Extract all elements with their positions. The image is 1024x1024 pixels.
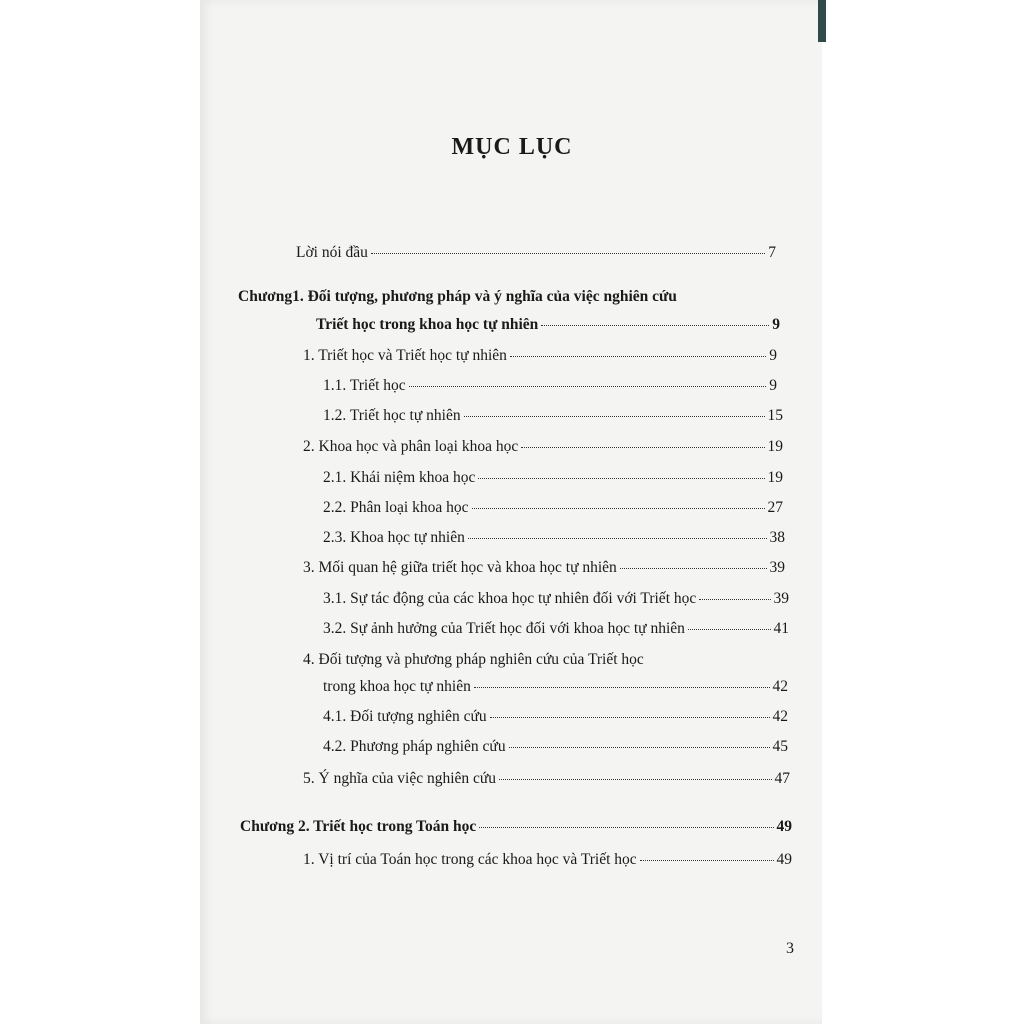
toc-page: 42 bbox=[772, 708, 788, 725]
leader-dots bbox=[499, 779, 771, 780]
leader-dots bbox=[688, 629, 771, 630]
leader-dots bbox=[472, 508, 765, 509]
toc-entry-4-2 bbox=[323, 737, 788, 757]
toc-page: 9 bbox=[772, 316, 780, 333]
leader-dots bbox=[464, 416, 765, 417]
toc-label: trong khoa học tự nhiên bbox=[323, 678, 471, 695]
toc-label: 4.2. Phương pháp nghiên cứu bbox=[323, 738, 506, 755]
toc-entry-chapter-2 bbox=[240, 817, 792, 837]
toc-page: 38 bbox=[769, 529, 785, 546]
leader-dots bbox=[490, 717, 770, 718]
toc-entry-3-2 bbox=[323, 619, 789, 639]
leader-dots bbox=[699, 599, 770, 600]
toc-label: 2.2. Phân loại khoa học bbox=[323, 499, 469, 516]
toc-label: 2.3. Khoa học tự nhiên bbox=[323, 529, 465, 546]
toc-entry-5 bbox=[303, 769, 790, 789]
toc-page: 49 bbox=[776, 851, 792, 868]
toc-page: 9 bbox=[769, 377, 777, 394]
leader-dots bbox=[541, 325, 769, 326]
toc-page: 42 bbox=[772, 678, 788, 695]
book-edge bbox=[818, 0, 826, 42]
toc-entry-1-2 bbox=[323, 406, 783, 426]
toc-label: 2. Khoa học và phân loại khoa học bbox=[303, 438, 519, 455]
toc-label: Triết học trong khoa học tự nhiên bbox=[316, 316, 539, 333]
toc-label: 1. Vị trí của Toán học trong các khoa học và Triết học bbox=[303, 851, 637, 868]
toc-page: 15 bbox=[767, 407, 783, 424]
toc-page: 39 bbox=[769, 559, 785, 576]
toc-page: 41 bbox=[773, 620, 789, 637]
toc-label: 3.2. Sự ảnh hưởng của Triết học đối với khoa học tự nhiên bbox=[323, 620, 685, 637]
toc-label: 2.1. Khái niệm khoa học bbox=[323, 469, 476, 486]
leader-dots bbox=[509, 747, 770, 748]
toc-page: 49 bbox=[776, 818, 792, 835]
toc-entry-4-title: 4. Đối tượng và phương pháp nghiên cứu của Triết học bbox=[303, 651, 644, 668]
toc-entry-1 bbox=[303, 346, 777, 366]
toc-page: 45 bbox=[772, 738, 788, 755]
leader-dots bbox=[510, 356, 766, 357]
toc-label: 3.1. Sự tác động của các khoa học tự nhiên đối với Triết học bbox=[323, 590, 697, 607]
leader-dots bbox=[371, 253, 765, 254]
toc-entry-4-1 bbox=[323, 707, 788, 727]
toc-entry-2-1 bbox=[323, 468, 783, 488]
toc-label: 5. Ý nghĩa của việc nghiên cứu bbox=[303, 770, 497, 787]
toc-page: 27 bbox=[767, 499, 783, 516]
page-title: MỤC LỤC bbox=[451, 134, 573, 160]
toc-chapter-1-title: Chương1. Đối tượng, phương pháp và ý nghĩa của việc nghiên cứu bbox=[238, 288, 677, 305]
toc-entry-2-3 bbox=[323, 528, 785, 548]
leader-dots bbox=[521, 447, 764, 448]
toc-label: 1.1. Triết học bbox=[323, 377, 406, 394]
leader-dots bbox=[620, 568, 767, 569]
toc-label: Lời nói đầu bbox=[296, 244, 368, 261]
toc-entry-1-1 bbox=[323, 376, 777, 396]
toc-page: 9 bbox=[769, 347, 777, 364]
toc-page: 47 bbox=[774, 770, 790, 787]
leader-dots bbox=[409, 386, 767, 387]
toc-page: 19 bbox=[767, 469, 783, 486]
leader-dots bbox=[478, 478, 764, 479]
leader-dots bbox=[479, 827, 773, 828]
toc-entry-2 bbox=[303, 437, 783, 457]
toc-entry-3-1 bbox=[323, 589, 789, 609]
toc-page: 7 bbox=[768, 244, 776, 261]
toc-entry-2-2 bbox=[323, 498, 783, 518]
leader-dots bbox=[468, 538, 767, 539]
toc-label: 3. Mối quan hệ giữa triết học và khoa học tự nhiên bbox=[303, 559, 617, 576]
toc-label: 4.1. Đối tượng nghiên cứu bbox=[323, 708, 487, 725]
toc-entry-4 bbox=[323, 677, 788, 697]
toc-label: 1.2. Triết học tự nhiên bbox=[323, 407, 461, 424]
toc-page: 39 bbox=[773, 590, 789, 607]
page-number: 3 bbox=[786, 940, 794, 957]
toc-entry-chapter-1 bbox=[316, 315, 780, 335]
toc-label: 1. Triết học và Triết học tự nhiên bbox=[303, 347, 507, 364]
leader-dots bbox=[640, 860, 774, 861]
toc-entry-preface bbox=[296, 243, 776, 263]
toc-entry-chapter-2-1 bbox=[303, 850, 792, 870]
toc-page: 19 bbox=[767, 438, 783, 455]
toc-entry-3 bbox=[303, 558, 785, 578]
leader-dots bbox=[474, 687, 770, 688]
toc-label: Chương 2. Triết học trong Toán học bbox=[240, 818, 477, 835]
